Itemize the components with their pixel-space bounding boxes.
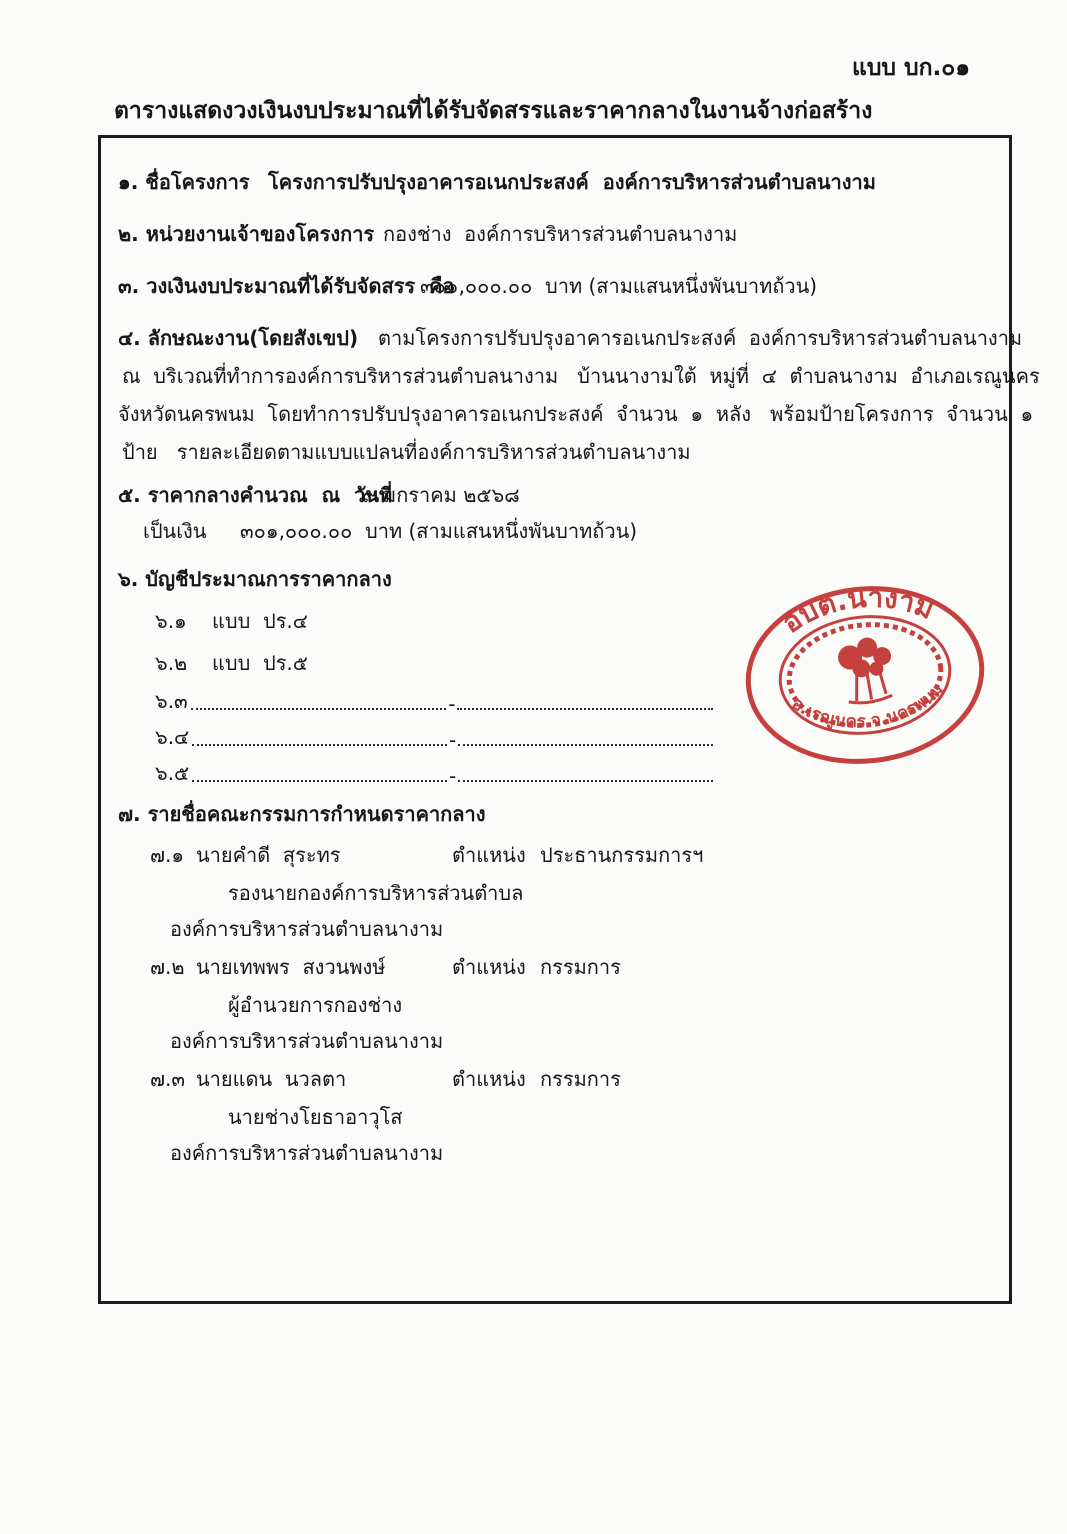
dotted-leader [192,744,447,746]
member2-position: กรรมการ [540,955,621,979]
item4-label: ๔. ลักษณะงาน(โดยสังเขป) [118,326,359,350]
member1-position: ประธานกรรมการฯ [540,843,704,867]
dotted-leader [191,708,447,710]
committee-member-role [0,878,1067,910]
item4-line4: ป้าย รายละเอียดตามแบบแปลนที่องค์การบริหารส่วนตำบลนางาม [122,440,691,464]
item6-sub1-num: ๖.๑ [155,609,187,633]
item5-row2 [0,516,1067,548]
item6-sub2 [0,648,1067,680]
item7-label: ๗. รายชื่อคณะกรรมการกำหนดราคากลาง [118,802,486,826]
member3-org: องค์การบริหารส่วนตำบลนางาม [170,1141,444,1165]
member2-num: ๗.๒ [150,955,185,979]
committee-member-org [0,914,1067,946]
item4-row4 [0,437,1067,469]
item6-blank-line-2 [155,720,713,752]
item6-sub2-text: แบบ ปร.๕ [212,651,308,675]
item2-value: กองช่าง องค์การบริหารส่วนตำบลนางาม [383,222,738,246]
item6-sub3-num: ๖.๓ [155,689,188,713]
member3-position-label: ตำแหน่ง [452,1067,526,1091]
page-title: ตารางแสดงวงเงินงบประมาณที่ได้รับจัดสรรและราคากลางในงานจ้างก่อสร้าง [114,98,873,124]
member3-role: นายช่างโยธาอาวุโส [228,1105,403,1129]
item6-sub1 [0,606,1067,638]
item5-date: ๙ มกราคม ๒๕๖๘ [362,483,520,507]
item3-label: ๓. วงเงินงบประมาณที่ได้รับจัดสรร คือ [118,274,455,298]
stamp-bottom-text: อ.เรณูนคร จ.นครพนม [787,679,948,733]
item3-row [0,271,1067,303]
dotted-leader [458,780,713,782]
item4-line3: จังหวัดนครพนม โดยทำการปรับปรุงอาคารอเนกประสงค์ จำนวน ๑ หลัง พร้อมป้ายโครงการ จำนวน ๑ [118,402,1034,426]
item3-value: ๓๐๑,๐๐๐.๐๐ บาท (สามแสนหนึ่งพันบาทถ้วน) [420,274,818,298]
item6-sub2-num: ๖.๒ [155,651,188,675]
item1-row [0,167,1067,199]
committee-member-role [0,990,1067,1022]
blank-dash: - [449,764,457,788]
item6-row [0,564,1067,596]
member1-org: องค์การบริหารส่วนตำบลนางาม [170,917,444,941]
member1-name: นายคำดี สุระทร [196,843,341,867]
item4-row3 [0,399,1067,431]
item6-label: ๖. บัญชีประมาณการราคากลาง [118,567,392,591]
member1-role: รองนายกองค์การบริหารส่วนตำบล [228,881,524,905]
member3-name: นายแดน นวลตา [196,1067,347,1091]
member2-org: องค์การบริหารส่วนตำบลนางาม [170,1029,444,1053]
item5-label: ๕. ราคากลางคำนวณ ณ วันที่ [118,483,393,507]
blank-dash: - [448,692,456,716]
form-code: แบบ บก.๐๑ [852,55,970,81]
member1-position-label: ตำแหน่ง [452,843,526,867]
item6-blank-line-3 [155,756,713,788]
member3-position: กรรมการ [540,1067,621,1091]
blank-dash: - [449,728,457,752]
dotted-leader [192,780,447,782]
committee-member-row [0,952,1067,984]
item2-label: ๒. หน่วยงานเจ้าของโครงการ [118,222,375,246]
item4-line1: ตามโครงการปรับปรุงอาคารอเนกประสงค์ องค์การบริหารส่วนตำบลนางาม [378,326,1023,350]
item6-sub5-num: ๖.๕ [155,761,190,785]
committee-member-row [0,840,1067,872]
dotted-leader [457,708,713,710]
item6-sub1-text: แบบ ปร.๔ [212,609,308,633]
item1-label: ๑. ชื่อโครงการ [118,170,250,194]
item1-value: โครงการปรับปรุงอาคารอเนกประสงค์ องค์การบริหารส่วนตำบลนางาม [268,170,876,194]
item5-row [0,480,1067,512]
committee-member-role [0,1102,1067,1134]
member2-position-label: ตำแหน่ง [452,955,526,979]
dotted-leader [458,744,713,746]
item6-sub4-num: ๖.๔ [155,725,190,749]
item5-amount: ๓๐๑,๐๐๐.๐๐ บาท (สามแสนหนึ่งพันบาทถ้วน) [240,519,638,543]
item6-blank-line-1 [155,684,713,716]
item5-amount-label: เป็นเงิน [143,519,207,543]
member3-num: ๗.๓ [150,1067,186,1091]
committee-member-row [0,1064,1067,1096]
item4-row2 [0,361,1067,393]
item7-row [0,799,1067,831]
item2-row [0,219,1067,251]
member2-role: ผู้อำนวยการกองช่าง [228,993,403,1017]
committee-member-org [0,1138,1067,1170]
item4-line2: ณ บริเวณที่ทำการองค์การบริหารส่วนตำบลนางาม บ้านนางามใต้ หมู่ที่ ๔ ตำบลนางาม อำเภอเรณูนคร [122,364,1040,388]
stamp-top-text: อบต.นางาม [775,580,940,640]
member2-name: นายเทพพร สงวนพงษ์ [196,955,386,979]
item4-row [0,323,1067,355]
committee-member-org [0,1026,1067,1058]
member1-num: ๗.๑ [150,843,185,867]
